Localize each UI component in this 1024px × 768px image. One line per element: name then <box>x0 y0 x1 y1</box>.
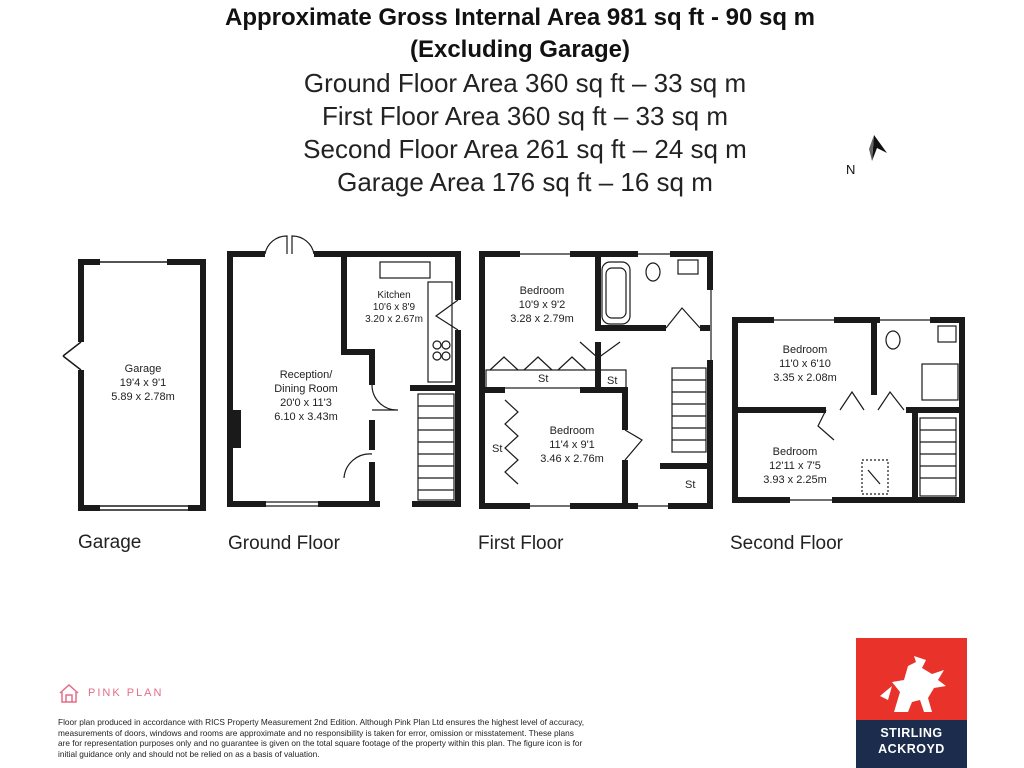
storage-label: St <box>685 479 696 491</box>
pink-plan-logo-icon <box>58 682 80 704</box>
first-floor-area: First Floor Area 360 sq ft – 33 sq m <box>321 101 729 131</box>
floor-label-ground: Ground Floor <box>228 533 340 554</box>
room-label-garage: Garage 19'4 x 9'1 5.89 x 2.78m <box>111 363 175 403</box>
room-label-kitchen: Kitchen 10'6 x 8'9 3.20 x 2.67m <box>365 290 423 325</box>
room-label-bedroom-3: Bedroom 11'0 x 6'10 3.35 x 2.08m <box>773 344 837 384</box>
logo-text-line1: STIRLING <box>880 726 943 740</box>
pink-plan-name: PINK PLAN <box>88 687 164 699</box>
ground-floor-area: Ground Floor Area 360 sq ft – 33 sq m <box>303 68 747 98</box>
floor-label-garage: Garage <box>78 532 142 553</box>
storage-label: St <box>538 373 549 385</box>
storage-label: St <box>607 375 618 387</box>
area-subtitle: (Excluding Garage) <box>409 36 631 63</box>
griffin-icon <box>874 652 950 718</box>
room-label-reception: Reception/ Dining Room 20'0 x 11'3 6.10 x 3.43m <box>274 369 338 423</box>
room-label-bedroom-4: Bedroom 12'11 x 7'5 3.93 x 2.25m <box>763 446 827 486</box>
disclaimer-text: Floor plan produced in accordance with RICS Property Measurement 2nd Edition. Although Pink Plan Ltd ensures the highest level of accuracy, measurements of doors, windows and rooms are approximate and no responsibility is taken for error, omission or misstatement. These plans are for representation purposes only and no guarantee is given on the total square footage of the property within this plan. The figure icon is for initial guidance only and should not be relied on as a basis of valuation. <box>58 717 585 759</box>
second-floor-area: Second Floor Area 261 sq ft – 24 sq m <box>303 134 747 164</box>
compass-label: N <box>846 162 856 177</box>
pink-plan-brand <box>58 682 163 704</box>
logo-text-line2: ACKROYD <box>878 742 945 756</box>
storage-label: St <box>492 443 503 455</box>
floor-label-second: Second Floor <box>730 533 844 554</box>
area-title: Approximate Gross Internal Area 981 sq ft - 90 sq m <box>225 4 815 31</box>
stirling-ackroyd-logo <box>856 638 967 768</box>
floor-label-first: First Floor <box>478 533 564 554</box>
room-label-bedroom-2: Bedroom 11'4 x 9'1 3.46 x 2.76m <box>540 425 604 465</box>
garage-area: Garage Area 176 sq ft – 16 sq m <box>337 167 713 197</box>
room-label-bedroom-1: Bedroom 10'9 x 9'2 3.28 x 2.79m <box>510 285 574 325</box>
